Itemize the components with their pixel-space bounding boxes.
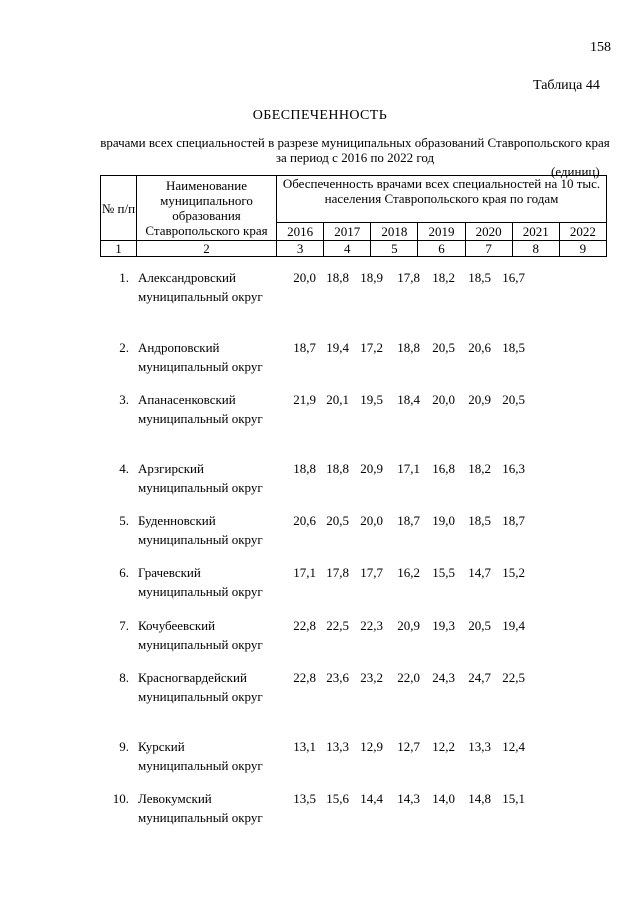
row-value: 14,4 [360,791,383,806]
row-value: 19,0 [432,513,455,528]
row-number: 2. [119,340,129,355]
row-value: 13,3 [468,739,491,754]
row-value: 16,3 [502,461,525,476]
row-value: 16,7 [502,270,525,285]
column-number: 5 [371,241,418,257]
row-name: Красногвардейский муниципальный округ [138,670,263,704]
row-number: 1. [119,270,129,285]
row-value: 14,0 [432,791,455,806]
header-year: 2021 [512,223,559,241]
row-value: 17,1 [397,461,420,476]
row-value: 20,5 [502,392,525,407]
row-value: 14,3 [397,791,420,806]
page-number: 158 [590,40,611,55]
row-value: 20,9 [468,392,491,407]
row-value: 17,8 [397,270,420,285]
row-value: 23,6 [326,670,349,685]
row-value: 22,3 [360,618,383,633]
column-number: 7 [465,241,512,257]
column-number: 3 [277,241,324,257]
row-value: 23,2 [360,670,383,685]
header-year: 2022 [559,223,606,241]
row-value: 18,8 [326,461,349,476]
row-value: 21,9 [293,392,316,407]
row-name: Апанасенковский муниципальный округ [138,392,263,426]
row-value: 12,2 [432,739,455,754]
row-value: 18,9 [360,270,383,285]
row-number: 6. [119,565,129,580]
row-number: 8. [119,670,129,685]
row-value: 18,7 [397,513,420,528]
row-value: 14,8 [468,791,491,806]
row-value: 17,7 [360,565,383,580]
column-number: 9 [559,241,606,257]
column-number: 6 [418,241,465,257]
row-value: 13,3 [326,739,349,754]
row-value: 14,7 [468,565,491,580]
row-value: 20,9 [397,618,420,633]
row-value: 16,8 [432,461,455,476]
row-value: 15,5 [432,565,455,580]
header-year: 2018 [371,223,418,241]
table-header [100,175,607,257]
row-value: 15,1 [502,791,525,806]
row-value: 13,1 [293,739,316,754]
row-value: 18,5 [502,340,525,355]
row-value: 22,8 [293,618,316,633]
row-name: Кочубеевский муниципальный округ [138,618,263,652]
row-name: Александровский муниципальный округ [138,270,263,304]
row-value: 20,5 [432,340,455,355]
row-value: 18,4 [397,392,420,407]
row-value: 20,9 [360,461,383,476]
header-year: 2019 [418,223,465,241]
row-value: 19,5 [360,392,383,407]
row-value: 24,3 [432,670,455,685]
row-number: 7. [119,618,129,633]
row-value: 20,0 [360,513,383,528]
document-title: ОБЕСПЕЧЕННОСТЬ [252,108,388,123]
row-value: 18,5 [468,270,491,285]
row-value: 20,0 [293,270,316,285]
header-name: Наименование муниципального образования Ставропольского края [137,176,277,241]
row-value: 19,3 [432,618,455,633]
row-value: 12,9 [360,739,383,754]
document-subtitle: врачами всех специальностей в разрезе муниципальных образований Ставропольского края за период с 2016 по 2022 год [100,135,610,165]
row-value: 17,8 [326,565,349,580]
table-label: Таблица 44 [533,78,600,93]
column-number: 4 [324,241,371,257]
row-number: 3. [119,392,129,407]
row-number: 9. [119,739,129,754]
header-group: Обеспеченность врачами всех специальностей на 10 тыс. населения Ставропольского края по годам [277,176,607,223]
row-value: 20,5 [468,618,491,633]
header-num: № п/п [101,176,137,241]
row-value: 20,6 [293,513,316,528]
row-value: 18,7 [502,513,525,528]
column-number: 2 [137,241,277,257]
column-number: 8 [512,241,559,257]
column-number: 1 [101,241,137,257]
row-value: 19,4 [502,618,525,633]
row-number: 4. [119,461,129,476]
row-value: 20,6 [468,340,491,355]
row-value: 12,4 [502,739,525,754]
row-value: 19,4 [326,340,349,355]
row-value: 20,0 [432,392,455,407]
row-name: Грачевский муниципальный округ [138,565,263,599]
row-value: 16,2 [397,565,420,580]
row-name: Андроповский муниципальный округ [138,340,263,374]
row-number: 10. [112,791,129,806]
row-value: 15,2 [502,565,525,580]
row-value: 20,5 [326,513,349,528]
row-number: 5. [119,513,129,528]
row-value: 12,7 [397,739,420,754]
row-name: Буденновский муниципальный округ [138,513,263,547]
row-value: 18,7 [293,340,316,355]
row-value: 22,5 [326,618,349,633]
header-year: 2020 [465,223,512,241]
row-value: 24,7 [468,670,491,685]
row-value: 22,5 [502,670,525,685]
row-value: 13,5 [293,791,316,806]
row-value: 18,2 [468,461,491,476]
row-value: 17,1 [293,565,316,580]
header-year: 2017 [324,223,371,241]
row-value: 18,2 [432,270,455,285]
units-label: (единиц) [551,164,600,179]
row-value: 15,6 [326,791,349,806]
row-name: Арзгирский муниципальный округ [138,461,263,495]
row-value: 18,5 [468,513,491,528]
row-value: 18,8 [397,340,420,355]
row-value: 18,8 [293,461,316,476]
row-value: 18,8 [326,270,349,285]
row-value: 17,2 [360,340,383,355]
header-year: 2016 [277,223,324,241]
row-value: 22,0 [397,670,420,685]
row-name: Курский муниципальный округ [138,739,263,773]
row-value: 22,8 [293,670,316,685]
row-value: 20,1 [326,392,349,407]
row-name: Левокумский муниципальный округ [138,791,263,825]
